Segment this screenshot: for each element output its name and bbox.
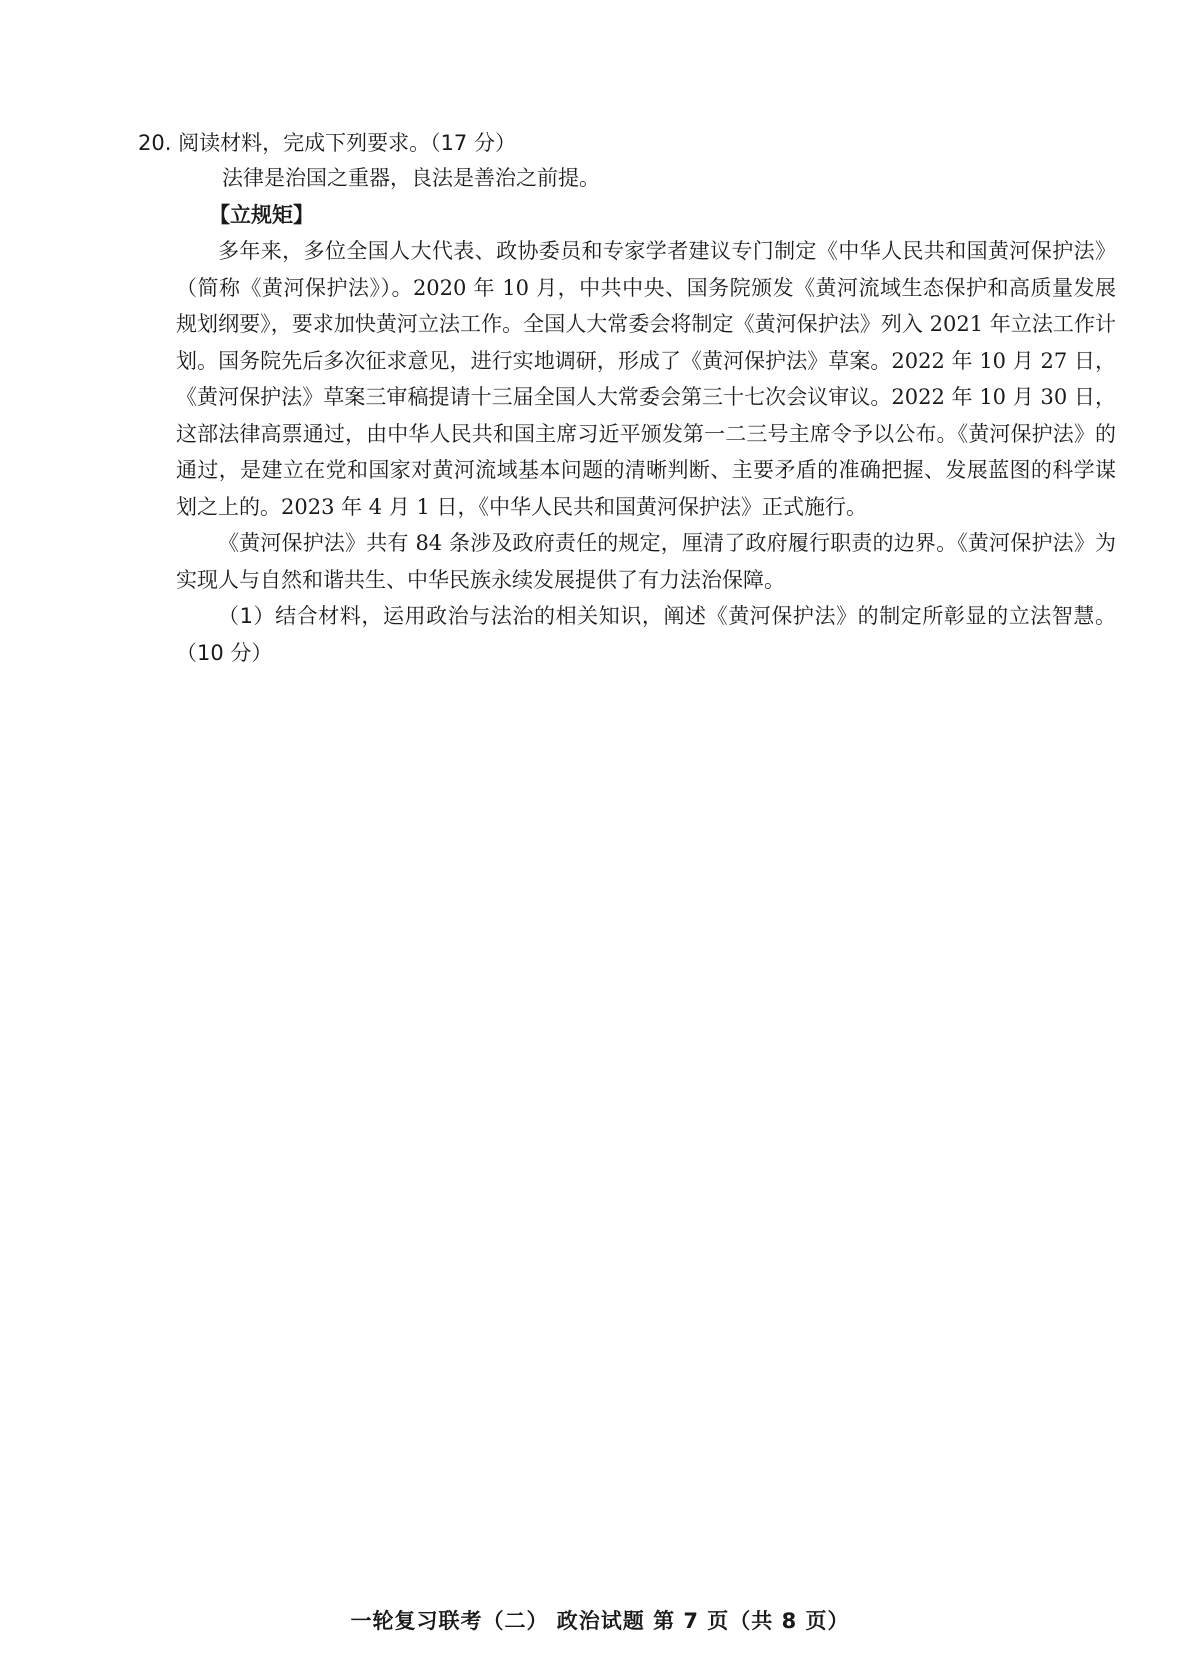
motto-line: 法律是治国之重器，良法是善治之前提。 (222, 166, 600, 190)
material-paragraph-2: 《黄河保护法》共有 84 条涉及政府责任的规定，厘清了政府履行职责的边界。《黄河保护法》为实现人与自然和谐共生、中华民族永续发展提供了有力法治保障。 (176, 531, 1116, 592)
question-content (176, 160, 1116, 671)
page-footer: 一轮复习联考（二） 政治试题 第 7 页（共 8 页） (350, 1609, 850, 1633)
question-title: 20. 阅读材料，完成下列要求。（17 分） (138, 131, 516, 155)
sub-question-1: （1）结合材料，运用政治与法治的相关知识，阐述《黄河保护法》的制定所彰显的立法智慧。（10 分） (176, 604, 1116, 665)
material-paragraph-1: 多年来，多位全国人大代表、政协委员和专家学者建议专门制定《中华人民共和国黄河保护法》（简称《黄河保护法》）。2020 年 10 月，中共中央、国务院颁发《黄河流域生态保护和高质量发展规划纲要》，要求加快黄河立法工作。全国人大常委会将制定《黄河保护法》列入 2021 年立法工作计划。国务院先后多次征求意见，进行实地调研，形成了《黄河保护法》草案。2022 年 10 月 27 日，《黄河保护法》草案三审稿提请十三届全国人大常委会第三十七次会议审议。2022 年 10 月 30 日，这部法律高票通过，由中华人民共和国主席习近平颁发第一二三号主席令予以公布。《黄河保护法》的通过，是建立在党和国家对黄河流域基本问题的清晰判断、主要矛盾的准确把握、发展蓝图的科学谋划之上的。2023 年 4 月 1 日，《中华人民共和国黄河保护法》正式施行。 (176, 239, 1116, 519)
section-heading: 【立规矩】 (209, 202, 314, 227)
